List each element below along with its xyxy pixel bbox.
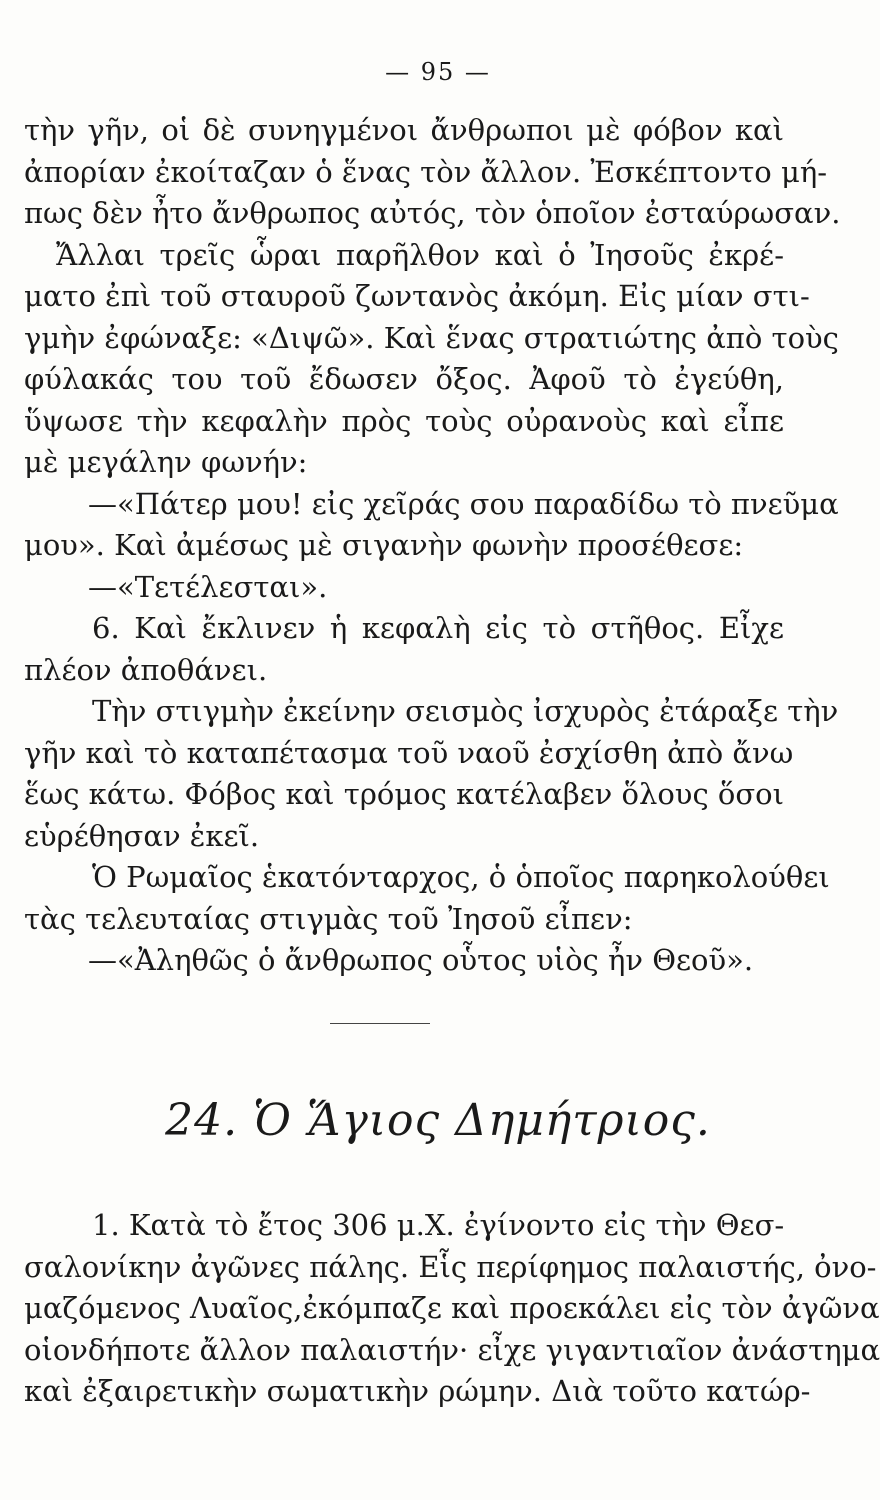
text-line: ὕψωσε τὴν κεφαλὴν πρὸς τοὺς οὐρανοὺς καὶ εἶπε	[24, 403, 784, 438]
section-divider	[330, 1023, 430, 1024]
text-line: ἀπορίαν ἐκοίταζαν ὁ ἕνας τὸν ἄλλον. Ἐσκέπτοντο μή-	[24, 154, 827, 189]
text-line: μου». Καὶ ἀμέσως μὲ σιγανὴν φωνὴν προσέθεσε:	[24, 528, 744, 562]
text-line: ματο ἐπὶ τοῦ σταυροῦ ζωντανὸς ἀκόμη. Εἰς μίαν στι-	[24, 279, 810, 313]
text-line: —«Πάτερ μου! εἰς χεῖράς σου παραδίδω τὸ πνεῦμα	[88, 486, 839, 521]
text-line: τὰς τελευταίας στιγμὰς τοῦ Ἰησοῦ εἶπεν:	[24, 901, 633, 936]
body-text-top	[24, 110, 841, 982]
text-line: —«Τετέλεσται».	[88, 569, 328, 604]
text-line: πλέον ἀποθάνει.	[24, 652, 268, 687]
text-line: —«Ἀληθῶς ὁ ἄνθρωπος οὗτος υἱὸς ἦν Θεοῦ».	[88, 943, 754, 977]
text-line: εὑρέθησαν ἐκεῖ.	[24, 818, 260, 853]
chapter-heading: 24. Ὁ Ἅγιος Δημήτριος.	[165, 1095, 711, 1146]
text-line: μὲ μεγάλην φωνήν:	[24, 445, 308, 479]
text-line: 6. Καὶ ἔκλινεν ἡ κεφαλὴ εἰς τὸ στῆθος. Εἶχε	[92, 611, 784, 645]
text-line: Τὴν στιγμὴν ἐκείνην σεισμὸς ἰσχυρὸς ἐτάραξε τὴν	[92, 694, 839, 728]
text-line: πως δὲν ἦτο ἄνθρωπος αὐτός, τὸν ὁποῖον ἐσταύρωσαν.	[24, 196, 841, 230]
text-line: φύλακάς του τοῦ ἔδωσεν ὄξος. Ἀφοῦ τὸ ἐγεύθη,	[24, 362, 784, 396]
page-number: — 95 —	[385, 58, 491, 86]
text-line: μαζόμενος Λυαῖος,ἐκόμπαζε καὶ προεκάλει εἰς τὸν ἀγῶνα	[24, 1291, 880, 1325]
body-text-bottom	[24, 1205, 880, 1413]
text-line: Ἄλλαι τρεῖς ὧραι παρῆλθον καὶ ὁ Ἰησοῦς ἐκρέ-	[56, 237, 784, 272]
text-line: σαλονίκην ἀγῶνες πάλης. Εἷς περίφημος παλαιστής, ὀνο-	[24, 1249, 877, 1284]
text-line: γμὴν ἐφώναξε: «Διψῶ». Καὶ ἕνας στρατιώτης ἀπὸ τοὺς	[24, 320, 839, 355]
text-line: ἕως κάτω. Φόβος καὶ τρόμος κατέλαβεν ὅλους ὅσοι	[24, 777, 784, 811]
text-line: 1. Κατὰ τὸ ἔτος 306 μ.Χ. ἐγίνοντο εἰς τὴν Θεσ-	[92, 1208, 785, 1242]
text-line: γῆν καὶ τὸ καταπέτασμα τοῦ ναοῦ ἐσχίσθη ἀπὸ ἄνω	[24, 735, 794, 770]
text-line: καὶ ἐξαιρετικὴν σωματικὴν ρώμην. Διὰ τοῦτο κατώρ-	[24, 1374, 811, 1408]
text-line: τὴν γῆν, οἱ δὲ συνηγμένοι ἄνθρωποι μὲ φόβον καὶ	[24, 113, 784, 147]
text-line: Ὁ Ρωμαῖος ἑκατόνταρχος, ὁ ὁποῖος παρηκολούθει	[92, 860, 830, 894]
text-line: οἱονδήποτε ἄλλον παλαιστήν· εἶχε γιγαντιαῖον ἀνάστημα	[24, 1332, 880, 1367]
